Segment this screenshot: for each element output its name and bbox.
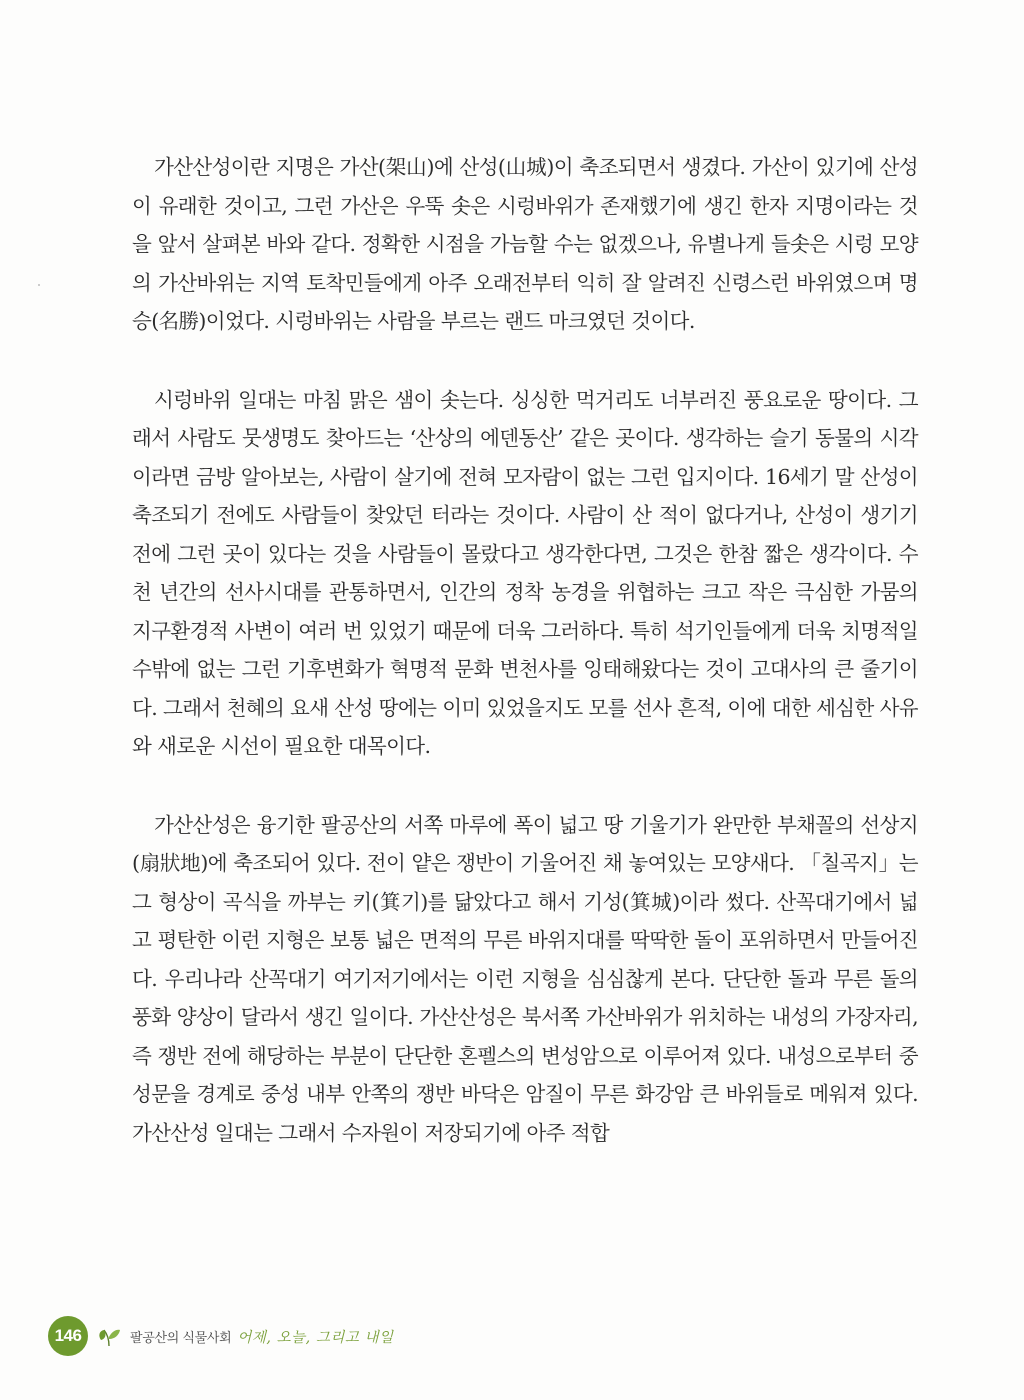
paragraph-1: 가산산성이란 지명은 가산(架山)에 산성(山城)이 축조되면서 생겼다. 가산이 있기에 산성이 유래한 것이고, 그런 가산은 우뚝 솟은 시렁바위가 존재했기에 생긴 한자 지명이라는 것을 앞서 살펴본 바와 같다. 정확한 시점을 가늠할 수는 없겠으나, 유별나게 들솟은 시렁 모양의 가산바위는 지역 토착민들에게 아주 오래전부터 익히 잘 알려진 신령스런 바위였으며 명승(名勝)이었다. 시렁바위는 사람을 부르는 랜드 마크였던 것이다. <box>132 155 918 333</box>
page-number: 146 <box>54 1326 82 1345</box>
paragraph-2: 시렁바위 일대는 마침 맑은 샘이 솟는다. 싱싱한 먹거리도 너부러진 풍요로운 땅이다. 그래서 사람도 뭇생명도 찾아드는 ‘산상의 에덴동산’ 같은 곳이다. 생각하는 슬기 동물의 시각이라면 금방 알아보는, 사람이 살기에 전혀 모자람이 없는 그런 입지이다. 16세기 말 산성이 축조되기 전에도 사람들이 찾았던 터라는 것이다. 사람이 산 적이 없다거나, 산성이 생기기 전에 그런 곳이 있다는 것을 사람들이 몰랐다고 생각한다면, 그것은 한참 짧은 생각이다. 수천 년간의 선사시대를 관통하면서, 인간의 정착 농경을 위협하는 크고 작은 극심한 가뭄의 지구환경적 사변이 여러 번 있었기 때문에 더욱 그러하다. 특히 석기인들에게 더욱 치명적일 수밖에 없는 그런 기후변화가 혁명적 문화 변천사를 잉태해왔다는 것이 고대사의 큰 줄기이다. 그래서 천혜의 요새 산성 땅에는 이미 있었을지도 모를 선사 흔적, 이에 대한 세심한 사유와 새로운 시선이 필요한 대목이다. <box>132 387 918 758</box>
page-footer <box>48 1316 394 1356</box>
paragraph-3: 가산산성은 융기한 팔공산의 서쪽 마루에 폭이 넓고 땅 기울기가 완만한 부채꼴의 선상지(扇狀地)에 축조되어 있다. 전이 얕은 쟁반이 기울어진 채 놓여있는 모양새다. 「칠곡지」는 그 형상이 곡식을 까부는 키(箕기)를 닮았다고 해서 기성(箕城)이라 썼다. 산꼭대기에서 넓고 평탄한 이런 지형은 보통 넓은 면적의 무른 바위지대를 딱딱한 돌이 포위하면서 만들어진다. 우리나라 산꼭대기 여기저기에서는 이런 지형을 심심찮게 본다. 단단한 돌과 무른 돌의 풍화 양상이 달라서 생긴 일이다. 가산산성은 북서쪽 가산바위가 위치하는 내성의 가장자리, 즉 쟁반 전에 해당하는 부분이 단단한 혼펠스의 변성암으로 이루어져 있다. 내성으로부터 중성문을 경계로 중성 내부 안쪽의 쟁반 바닥은 암질이 무른 화강암 큰 바위들로 메워져 있다. 가산산성 일대는 그래서 수자원이 저장되기에 아주 적합 <box>132 812 918 1145</box>
leaf-icon <box>96 1323 122 1349</box>
book-title: 팔공산의 식물사회 <box>130 1329 232 1345</box>
book-subtitle: 어제, 오늘, 그리고 내일 <box>237 1329 394 1346</box>
body-text <box>132 148 918 1152</box>
page-number-badge <box>48 1316 88 1356</box>
margin-speck <box>38 284 40 286</box>
